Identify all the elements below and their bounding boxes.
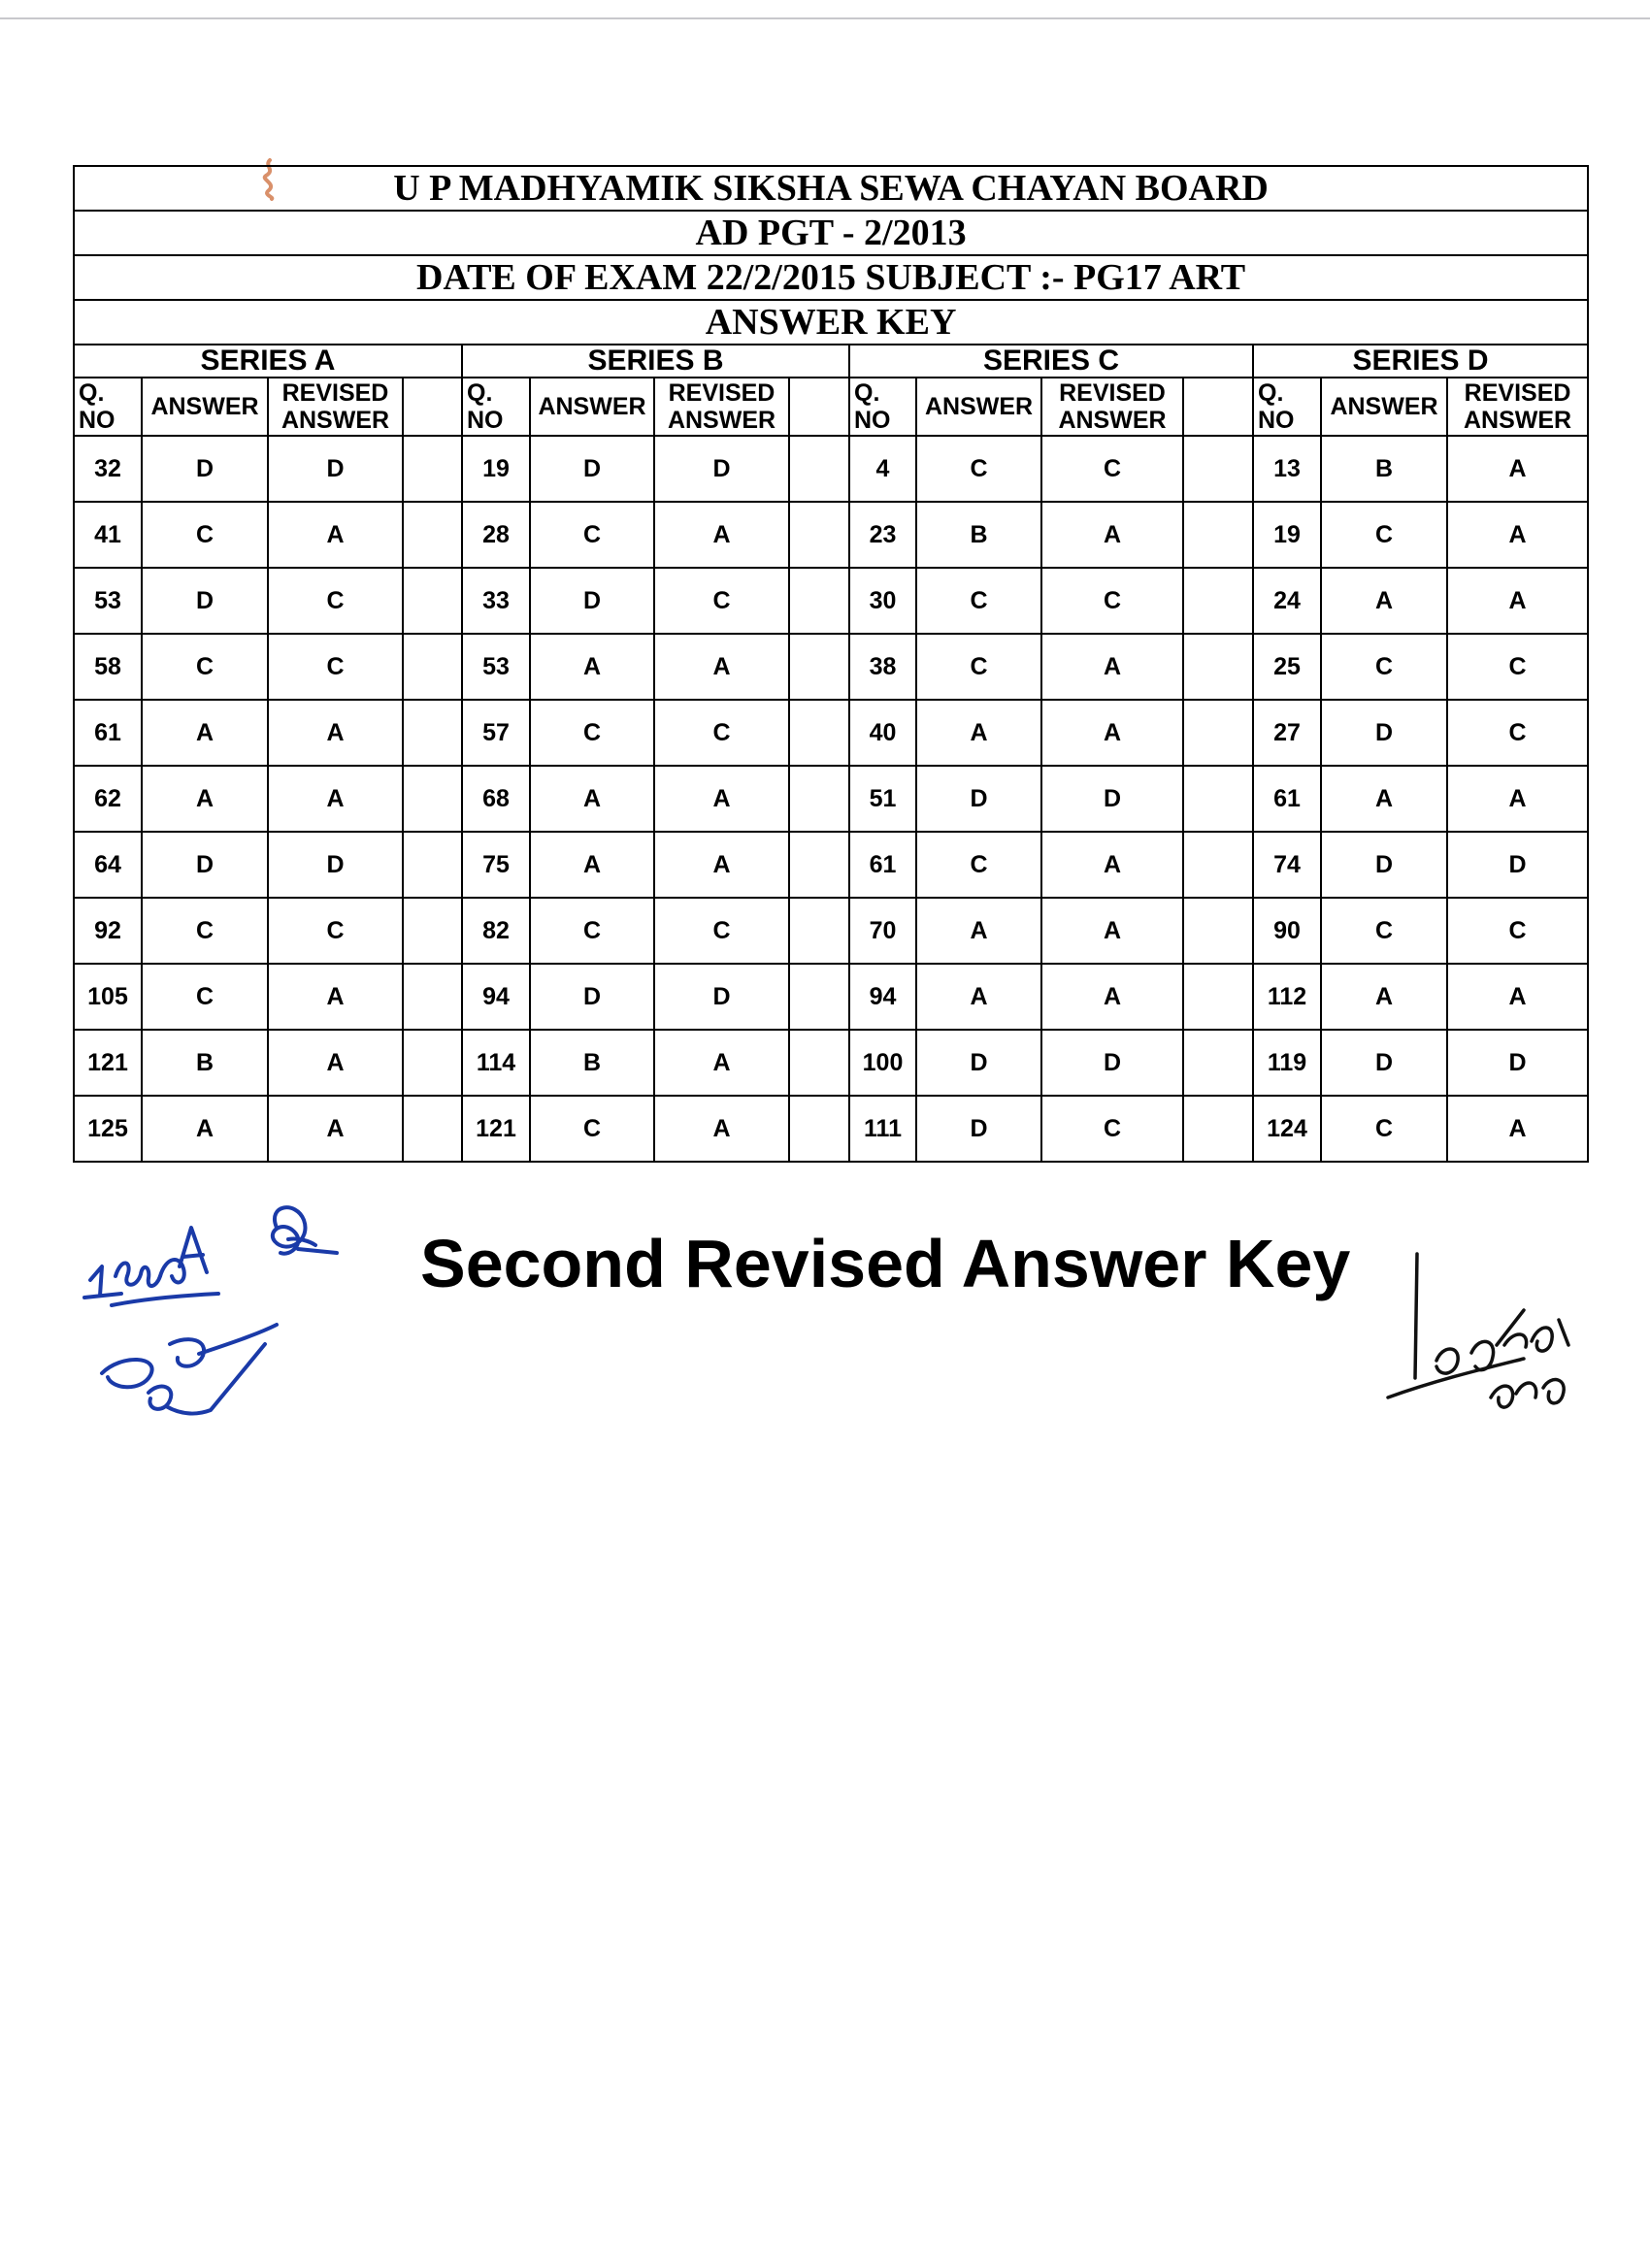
series-c-revised-answer-cell: A: [1041, 832, 1183, 898]
qno-header-line2: NO: [467, 407, 504, 434]
series-a-answer-cell: C: [142, 898, 268, 964]
series-d-answer-cell: A: [1321, 964, 1447, 1030]
series-b-spacer-cell: [789, 568, 849, 634]
series-c-revised-answer-cell: A: [1041, 634, 1183, 700]
revised-header-line1: REVISED: [281, 379, 389, 407]
series-a-question-number: 41: [74, 502, 142, 568]
series-a-answer-cell: C: [142, 502, 268, 568]
series-c-answer-cell: D: [916, 1096, 1041, 1162]
series-a-revised-answer-cell: C: [268, 634, 403, 700]
series-c-revised-answer-cell: A: [1041, 502, 1183, 568]
series-a-answer-cell: C: [142, 634, 268, 700]
table-row: [74, 700, 1588, 766]
series-b-answer-cell: D: [530, 568, 654, 634]
series-a-revised-answer-cell: A: [268, 700, 403, 766]
series-c-revised-header: [1041, 378, 1183, 436]
series-c-question-number: 70: [849, 898, 916, 964]
series-c-question-number: 23: [849, 502, 916, 568]
series-b-revised-answer-cell: D: [654, 436, 789, 502]
series-c-revised-answer-cell: C: [1041, 568, 1183, 634]
series-b-answer-header: ANSWER: [530, 378, 654, 436]
series-b-question-number: 82: [462, 898, 530, 964]
series-d-question-number: 61: [1253, 766, 1321, 832]
series-a-spacer-cell: [403, 568, 462, 634]
series-b-spacer-cell: [789, 1030, 849, 1096]
series-d-label: SERIES D: [1253, 345, 1588, 378]
scan-edge-line: [0, 17, 1650, 19]
series-a-answer-cell: A: [142, 1096, 268, 1162]
board-title: U P MADHYAMIK SIKSHA SEWA CHAYAN BOARD: [74, 166, 1588, 211]
series-a-revised-answer-cell: D: [268, 832, 403, 898]
series-a-revised-header: [268, 378, 403, 436]
series-c-spacer-cell: [1183, 502, 1253, 568]
table-row: [74, 964, 1588, 1030]
series-b-answer-cell: D: [530, 436, 654, 502]
series-a-answer-cell: D: [142, 832, 268, 898]
series-d-answer-header: ANSWER: [1321, 378, 1447, 436]
series-c-question-number: 51: [849, 766, 916, 832]
series-c-answer-cell: B: [916, 502, 1041, 568]
series-c-answer-cell: A: [916, 964, 1041, 1030]
series-a-spacer-cell: [403, 700, 462, 766]
series-b-label: SERIES B: [462, 345, 849, 378]
series-a-spacer-cell: [403, 766, 462, 832]
series-d-answer-cell: C: [1321, 898, 1447, 964]
series-c-spacer-cell: [1183, 1096, 1253, 1162]
series-a-answer-cell: D: [142, 436, 268, 502]
revised-header-line2: ANSWER: [1464, 407, 1572, 434]
revised-header-line1: REVISED: [1059, 379, 1166, 407]
revised-header-line2: ANSWER: [667, 407, 776, 434]
answer-key-title: ANSWER KEY: [74, 300, 1588, 345]
series-a-question-number: 62: [74, 766, 142, 832]
series-d-revised-answer-cell: C: [1447, 898, 1588, 964]
table-row: [74, 1030, 1588, 1096]
series-c-spacer-cell: [1183, 964, 1253, 1030]
series-b-answer-cell: A: [530, 634, 654, 700]
series-a-spacer-cell: [403, 898, 462, 964]
series-a-revised-answer-cell: C: [268, 898, 403, 964]
series-c-question-number: 38: [849, 634, 916, 700]
series-b-answer-cell: D: [530, 964, 654, 1030]
series-c-revised-answer-cell: A: [1041, 700, 1183, 766]
series-d-revised-header: [1447, 378, 1588, 436]
series-b-question-number: 68: [462, 766, 530, 832]
series-c-answer-cell: C: [916, 634, 1041, 700]
answer-key-sheet: [73, 165, 1587, 1163]
qno-header-line2: NO: [79, 407, 116, 434]
series-a-answer-cell: A: [142, 766, 268, 832]
series-c-answer-cell: C: [916, 568, 1041, 634]
series-c-qno-header: [849, 378, 916, 436]
series-a-qno-header: [74, 378, 142, 436]
qno-header-line1: Q.: [79, 379, 105, 407]
series-d-question-number: 124: [1253, 1096, 1321, 1162]
series-c-revised-answer-cell: A: [1041, 964, 1183, 1030]
series-a-answer-cell: A: [142, 700, 268, 766]
series-a-answer-cell: C: [142, 964, 268, 1030]
series-a-label: SERIES A: [74, 345, 462, 378]
series-d-qno-header: [1253, 378, 1321, 436]
series-c-spacer-cell: [1183, 436, 1253, 502]
series-a-revised-answer-cell: A: [268, 1030, 403, 1096]
series-b-spacer-cell: [789, 378, 849, 436]
series-b-question-number: 33: [462, 568, 530, 634]
series-d-question-number: 19: [1253, 502, 1321, 568]
series-c-question-number: 100: [849, 1030, 916, 1096]
revised-header-line2: ANSWER: [280, 407, 390, 434]
series-c-label: SERIES C: [849, 345, 1253, 378]
series-d-question-number: 119: [1253, 1030, 1321, 1096]
series-c-question-number: 111: [849, 1096, 916, 1162]
series-b-revised-answer-cell: C: [654, 568, 789, 634]
series-d-revised-answer-cell: A: [1447, 1096, 1588, 1162]
series-c-answer-cell: C: [916, 436, 1041, 502]
series-b-revised-answer-cell: C: [654, 700, 789, 766]
series-a-revised-answer-cell: A: [268, 964, 403, 1030]
series-b-spacer-cell: [789, 700, 849, 766]
series-d-answer-cell: A: [1321, 568, 1447, 634]
revised-header-line2: ANSWER: [1058, 407, 1167, 434]
series-d-revised-answer-cell: A: [1447, 502, 1588, 568]
table-row: [74, 502, 1588, 568]
series-a-spacer-cell: [403, 1096, 462, 1162]
series-a-question-number: 92: [74, 898, 142, 964]
series-b-answer-cell: B: [530, 1030, 654, 1096]
series-a-spacer-cell: [403, 1030, 462, 1096]
series-d-revised-answer-cell: C: [1447, 634, 1588, 700]
series-b-question-number: 19: [462, 436, 530, 502]
series-d-revised-answer-cell: C: [1447, 700, 1588, 766]
revised-header-line1: REVISED: [1464, 379, 1571, 407]
series-c-answer-cell: A: [916, 700, 1041, 766]
series-b-revised-answer-cell: A: [654, 832, 789, 898]
series-d-answer-cell: C: [1321, 502, 1447, 568]
series-a-question-number: 32: [74, 436, 142, 502]
series-a-question-number: 121: [74, 1030, 142, 1096]
series-b-revised-header: [654, 378, 789, 436]
series-a-spacer-cell: [403, 378, 462, 436]
series-c-spacer-cell: [1183, 898, 1253, 964]
series-b-question-number: 57: [462, 700, 530, 766]
series-d-question-number: 13: [1253, 436, 1321, 502]
qno-header-line2: NO: [1258, 407, 1295, 434]
series-c-answer-cell: A: [916, 898, 1041, 964]
series-c-answer-cell: D: [916, 1030, 1041, 1096]
series-d-answer-cell: D: [1321, 1030, 1447, 1096]
series-b-answer-cell: C: [530, 502, 654, 568]
series-d-revised-answer-cell: A: [1447, 436, 1588, 502]
table-row: [74, 634, 1588, 700]
series-c-answer-cell: C: [916, 832, 1041, 898]
series-a-question-number: 125: [74, 1096, 142, 1162]
series-d-answer-cell: D: [1321, 832, 1447, 898]
series-a-spacer-cell: [403, 502, 462, 568]
series-b-revised-answer-cell: A: [654, 766, 789, 832]
series-c-question-number: 94: [849, 964, 916, 1030]
series-b-answer-cell: C: [530, 898, 654, 964]
series-a-question-number: 58: [74, 634, 142, 700]
series-d-revised-answer-cell: D: [1447, 1030, 1588, 1096]
series-a-spacer-cell: [403, 964, 462, 1030]
series-c-spacer-cell: [1183, 832, 1253, 898]
series-d-answer-cell: A: [1321, 766, 1447, 832]
exam-date-subject: DATE OF EXAM 22/2/2015 SUBJECT :- PG17 ART: [74, 255, 1588, 300]
table-row: [74, 436, 1588, 502]
series-b-qno-header: [462, 378, 530, 436]
series-d-revised-answer-cell: A: [1447, 568, 1588, 634]
series-b-question-number: 94: [462, 964, 530, 1030]
series-b-spacer-cell: [789, 832, 849, 898]
series-a-question-number: 61: [74, 700, 142, 766]
series-d-answer-cell: C: [1321, 1096, 1447, 1162]
series-c-spacer-cell: [1183, 634, 1253, 700]
series-b-spacer-cell: [789, 634, 849, 700]
series-c-spacer-cell: [1183, 378, 1253, 436]
series-a-question-number: 105: [74, 964, 142, 1030]
series-a-answer-header: ANSWER: [142, 378, 268, 436]
series-d-question-number: 25: [1253, 634, 1321, 700]
series-b-answer-cell: A: [530, 766, 654, 832]
series-b-question-number: 28: [462, 502, 530, 568]
series-c-spacer-cell: [1183, 766, 1253, 832]
series-c-revised-answer-cell: D: [1041, 766, 1183, 832]
series-b-spacer-cell: [789, 1096, 849, 1162]
series-b-revised-answer-cell: D: [654, 964, 789, 1030]
series-b-spacer-cell: [789, 964, 849, 1030]
series-b-spacer-cell: [789, 502, 849, 568]
signature-blue-left: [82, 1199, 374, 1431]
series-c-revised-answer-cell: A: [1041, 898, 1183, 964]
series-b-spacer-cell: [789, 436, 849, 502]
series-d-answer-cell: B: [1321, 436, 1447, 502]
series-a-spacer-cell: [403, 832, 462, 898]
series-c-revised-answer-cell: C: [1041, 436, 1183, 502]
series-a-revised-answer-cell: D: [268, 436, 403, 502]
series-c-answer-cell: D: [916, 766, 1041, 832]
series-b-answer-cell: C: [530, 1096, 654, 1162]
series-d-question-number: 24: [1253, 568, 1321, 634]
table-row: [74, 898, 1588, 964]
series-a-spacer-cell: [403, 634, 462, 700]
series-c-revised-answer-cell: C: [1041, 1096, 1183, 1162]
series-d-question-number: 74: [1253, 832, 1321, 898]
series-c-question-number: 61: [849, 832, 916, 898]
series-a-question-number: 53: [74, 568, 142, 634]
series-a-revised-answer-cell: C: [268, 568, 403, 634]
series-b-spacer-cell: [789, 766, 849, 832]
series-b-spacer-cell: [789, 898, 849, 964]
series-b-answer-cell: A: [530, 832, 654, 898]
series-d-answer-cell: C: [1321, 634, 1447, 700]
series-b-question-number: 75: [462, 832, 530, 898]
series-c-question-number: 4: [849, 436, 916, 502]
signature-black-right: [1378, 1252, 1592, 1427]
revision-notice: Second Revised Answer Key: [420, 1226, 1351, 1301]
series-d-revised-answer-cell: A: [1447, 766, 1588, 832]
table-row: [74, 568, 1588, 634]
exam-code: AD PGT - 2/2013: [74, 211, 1588, 255]
series-d-answer-cell: D: [1321, 700, 1447, 766]
table-row: [74, 832, 1588, 898]
revised-header-line1: REVISED: [668, 379, 776, 407]
series-b-question-number: 53: [462, 634, 530, 700]
series-a-revised-answer-cell: A: [268, 766, 403, 832]
series-a-revised-answer-cell: A: [268, 1096, 403, 1162]
qno-header-line1: Q.: [854, 379, 880, 407]
series-d-revised-answer-cell: A: [1447, 964, 1588, 1030]
series-c-answer-header: ANSWER: [916, 378, 1041, 436]
qno-header-line1: Q.: [467, 379, 493, 407]
series-a-revised-answer-cell: A: [268, 502, 403, 568]
series-a-question-number: 64: [74, 832, 142, 898]
series-b-question-number: 114: [462, 1030, 530, 1096]
series-b-answer-cell: C: [530, 700, 654, 766]
series-b-revised-answer-cell: C: [654, 898, 789, 964]
answer-key-table: [73, 165, 1589, 1163]
series-c-question-number: 40: [849, 700, 916, 766]
series-a-spacer-cell: [403, 436, 462, 502]
series-c-spacer-cell: [1183, 700, 1253, 766]
series-b-revised-answer-cell: A: [654, 1030, 789, 1096]
table-row: [74, 1096, 1588, 1162]
qno-header-line2: NO: [854, 407, 891, 434]
series-d-question-number: 112: [1253, 964, 1321, 1030]
series-d-question-number: 27: [1253, 700, 1321, 766]
series-c-question-number: 30: [849, 568, 916, 634]
qno-header-line1: Q.: [1258, 379, 1284, 407]
series-a-answer-cell: B: [142, 1030, 268, 1096]
series-c-spacer-cell: [1183, 568, 1253, 634]
series-b-question-number: 121: [462, 1096, 530, 1162]
series-d-revised-answer-cell: D: [1447, 832, 1588, 898]
table-row: [74, 766, 1588, 832]
series-b-revised-answer-cell: A: [654, 634, 789, 700]
series-a-answer-cell: D: [142, 568, 268, 634]
series-b-revised-answer-cell: A: [654, 502, 789, 568]
series-d-question-number: 90: [1253, 898, 1321, 964]
series-b-revised-answer-cell: A: [654, 1096, 789, 1162]
series-c-revised-answer-cell: D: [1041, 1030, 1183, 1096]
series-c-spacer-cell: [1183, 1030, 1253, 1096]
